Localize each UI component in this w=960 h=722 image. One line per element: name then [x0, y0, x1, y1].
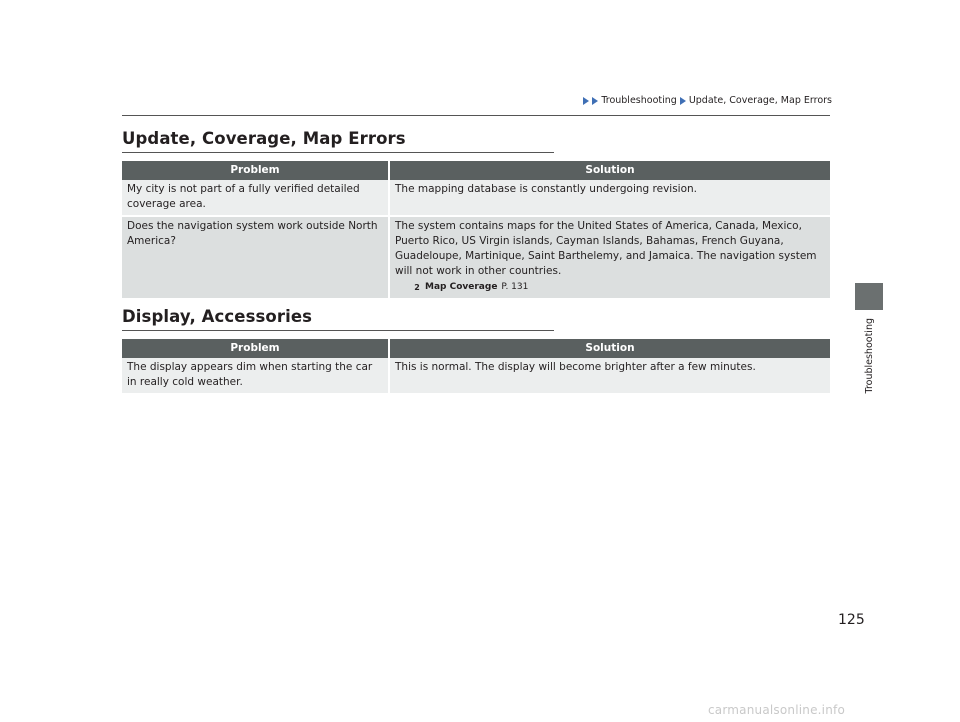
- table-header-row: [122, 161, 830, 180]
- section-divider: [122, 152, 554, 153]
- solution-text: The system contains maps for the United States of America, Canada, Mexico, Puerto Rico, US Virgin islands, Cayman Islands, Bahamas, French Guyana, Guadeloupe, Martinique, Saint Barthelemy, and Jamaica. The navigation system will not work in other countries.: [395, 220, 817, 277]
- chapter-tab-label: Troubleshooting: [864, 318, 875, 394]
- header-divider: [122, 115, 830, 116]
- column-header-problem: Problem: [122, 161, 389, 180]
- chapter-tab[interactable]: [855, 283, 883, 310]
- reference-link-label[interactable]: Map Coverage: [425, 282, 498, 292]
- cross-reference[interactable]: [395, 280, 825, 295]
- section-divider: [122, 330, 554, 331]
- solution-cell: The mapping database is constantly undergoing revision.: [389, 180, 830, 216]
- breadcrumb-arrow-icon: [592, 97, 598, 105]
- problem-cell: My city is not part of a fully verified detailed coverage area.: [122, 180, 389, 216]
- table-row: [122, 216, 830, 298]
- section-title-display-accessories: Display, Accessories: [122, 307, 313, 326]
- solution-cell: [389, 216, 830, 298]
- breadcrumb-current: Update, Coverage, Map Errors: [688, 95, 832, 106]
- table-row: [122, 180, 830, 216]
- problem-cell: Does the navigation system work outside North America?: [122, 216, 389, 298]
- table-header-row: [122, 339, 830, 358]
- watermark: carmanualsonline.info: [708, 703, 845, 717]
- update-coverage-table: [122, 161, 830, 298]
- breadcrumb: [583, 95, 832, 106]
- solution-cell: This is normal. The display will become brighter after a few minutes.: [389, 358, 830, 393]
- breadcrumb-arrow-icon: [583, 97, 589, 105]
- column-header-solution: Solution: [389, 339, 830, 358]
- problem-cell: The display appears dim when starting the car in really cold weather.: [122, 358, 389, 393]
- breadcrumb-parent[interactable]: Troubleshooting: [601, 95, 677, 106]
- display-accessories-table: [122, 339, 830, 393]
- page-number: 125: [838, 612, 865, 628]
- column-header-problem: Problem: [122, 339, 389, 358]
- breadcrumb-arrow-icon: [680, 97, 686, 105]
- section-title-update-coverage: Update, Coverage, Map Errors: [122, 129, 406, 148]
- reference-arrow-icon: 2: [414, 283, 420, 292]
- reference-page: P. 131: [501, 282, 529, 292]
- table-row: [122, 358, 830, 393]
- column-header-solution: Solution: [389, 161, 830, 180]
